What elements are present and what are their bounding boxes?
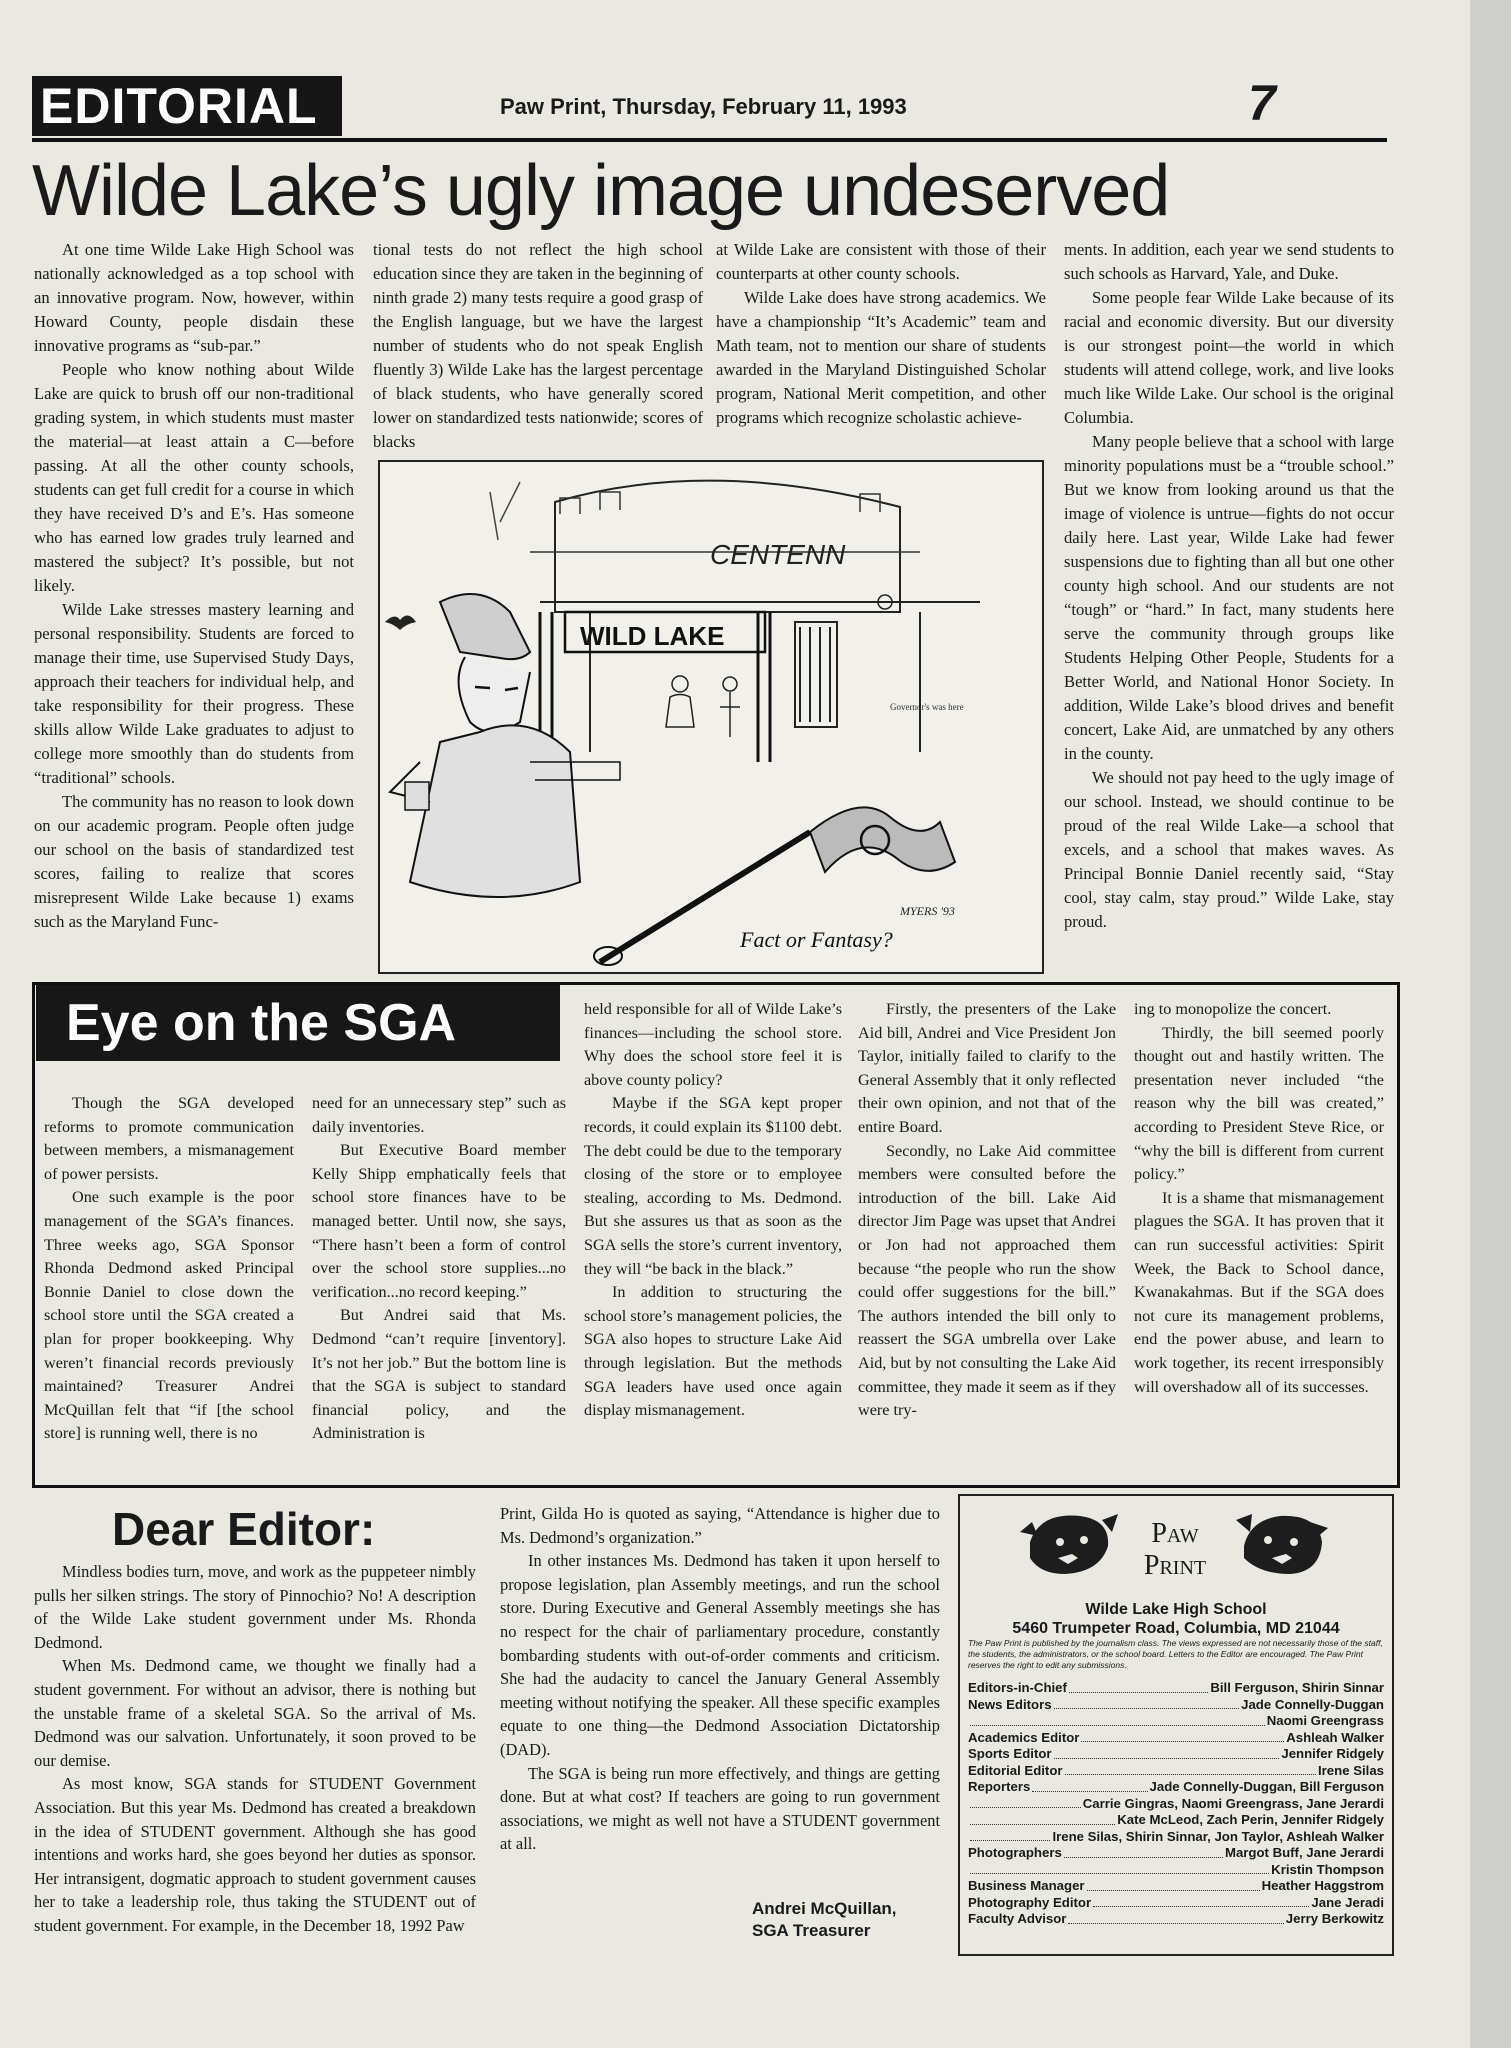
staff-role: News Editors [968, 1696, 1052, 1712]
staff-names: Kate McLeod, Zach Perin, Jennifer Ridgely [1117, 1812, 1384, 1827]
editorial-cartoon [378, 460, 1044, 974]
paragraph: held responsible for all of Wilde Lake’s finances—including the school store. Why does the school store feel it is above county policy? [584, 1000, 842, 1089]
paragraph: need for an unnecessary step” such as daily inventories. [312, 1094, 566, 1136]
paragraph: at Wilde Lake are consistent with those of their counterparts at other county schools. [716, 240, 1046, 283]
sga-column-5 [1134, 998, 1384, 1399]
staff-names: Jade Connelly-Duggan [1241, 1696, 1384, 1712]
sign-text: WILD LAKE [580, 621, 725, 651]
paragraph: When Ms. Dedmond came, we thought we finally had a student government. For without an advisor, there is nothing but the unstable frame of a skeletal SGA. So the arrival of Ms. Dedmond was our salvation. Unfortunately, it soon proved to be our demise. [34, 1656, 476, 1770]
staff-row [968, 1730, 1384, 1747]
staff-row [968, 1713, 1384, 1730]
paragraph: Print, Gilda Ho is quoted as saying, “Attendance is higher due to Ms. Dedmond’s organization.” [500, 1504, 940, 1547]
staff-role: Photographers [968, 1845, 1062, 1860]
staff-row [968, 1845, 1384, 1862]
staff-row [968, 1911, 1384, 1928]
sga-column-2 [312, 1092, 566, 1446]
paragraph: Firstly, the presenters of the Lake Aid bill, Andrei and Vice President Jon Taylor, initially failed to clarify to the General Assembly that it only reflected their own opinion, and not that of the entire Board. [858, 1000, 1116, 1136]
leader-dots [1064, 1845, 1223, 1858]
paragraph: Secondly, no Lake Aid committee members were consulted before the introduction of the bill. Lake Aid director Jim Page was upset that Andrei or Jon had not approached them because “the people who run the show could offer suggestions for the bill.” The authors intended the bill only to reassert the SGA umbrella over Lake Aid, but by not consulting the Lake Aid committee, they made it seem as if they were try- [858, 1141, 1116, 1420]
letter-column-1 [34, 1560, 476, 1938]
masthead-name-line1: Paw [1151, 1518, 1199, 1549]
school-name: Wilde Lake High School [1085, 1601, 1267, 1618]
school-address: 5460 Trumpeter Road, Columbia, MD 21044 [1012, 1620, 1340, 1637]
signature-name: Andrei McQuillan, [752, 1899, 897, 1918]
staff-names: Jade Connelly-Duggan, Bill Ferguson [1149, 1779, 1384, 1794]
leader-dots [970, 1713, 1265, 1726]
paragraph: The community has no reason to look down on our academic program. People often judge our school on the basis of standardized test scores, failing to realize that scores misrepresent Wilde Lake because 1) exams such as the Maryland Func- [34, 792, 354, 931]
staff-row [968, 1812, 1384, 1829]
leader-dots [970, 1796, 1081, 1809]
leader-dots [1081, 1730, 1284, 1743]
paragraph: At one time Wilde Lake High School was nationally acknowledged as a top school with an innovative program. Now, however, within Howard County, people disdain these innovative programs as “sub-par.” [34, 240, 354, 355]
paragraph: As most know, SGA stands for STUDENT Government Association. But this year Ms. Dedmond has created a breakdown in the idea of STUDENT government. Although she has good intentions and works hard, she goes beyond her duties as sponsor. Her intransigent, dogmatic approach to student government causes her to take a leadership role, thus taking the STUDENT out of student government. For example, in the December 18, 1992 Paw [34, 1774, 476, 1935]
leader-dots [1054, 1697, 1240, 1710]
sga-column-1 [44, 1092, 294, 1446]
staff-role: Reporters [968, 1779, 1031, 1794]
letter-signature [752, 1898, 897, 1942]
paragraph: Thirdly, the bill seemed poorly thought out and hastily written. The presentation never included “the reason why the bill was created,” according to President Steve Rice, or “why the bill is different from current policy.” [1134, 1023, 1384, 1184]
leader-dots [1065, 1763, 1317, 1776]
cartoon-caption: Fact or Fantasy? [740, 927, 893, 952]
staff-names: Naomi Greengrass [1266, 1713, 1384, 1728]
editorial-headline: Wilde Lake’s ugly image undeserved [32, 151, 1170, 231]
leader-dots [1054, 1746, 1280, 1759]
paragraph: In addition to structuring the school store’s management policies, the SGA also hopes to structure Lake Aid through legislation. But the methods SGA leaders have used once again display mismanagement. [584, 1283, 842, 1420]
staff-role: Academics Editor [968, 1729, 1080, 1745]
editorial-column-1 [34, 238, 354, 934]
wall-note: Governor's was here [890, 702, 964, 712]
publication-date: Paw Print, Thursday, February 11, 1993 [500, 94, 907, 119]
page-number: 7 [1248, 75, 1276, 131]
paragraph: Mindless bodies turn, move, and work as the puppeteer nimbly pulls her silken strings. The story of Pinnochio? No! A description of the Wilde Lake student government under Ms. Rhonda Dedmond. [34, 1562, 476, 1652]
staff-role: Photography Editor [968, 1894, 1092, 1910]
paragraph: People who know nothing about Wilde Lake are quick to brush off our non-traditional grading system, in which students must master the material—at least attain a C—before passing. At all the other county schools, students can get full credit for a course in which they have received D’s and E’s. Has someone who has earned low grades truly learned and mastered the subject? It’s possible, but not likely. [34, 360, 354, 595]
paragraph: One such example is the poor management of the SGA’s finances. Three weeks ago, SGA Sponsor Rhonda Dedmond asked Principal Bonnie Daniel to close down the school store until the SGA created a plan for proper bookkeeping. Why weren’t financial records previously maintained? Treasurer Andrei McQuillan felt that “if [the school store] is running well, there is no [44, 1188, 294, 1443]
letter-title: Dear Editor: [112, 1503, 376, 1555]
staff-names: Kristin Thompson [1271, 1861, 1384, 1877]
dome-text: CENTENN [710, 539, 846, 570]
leader-dots [1069, 1680, 1208, 1693]
staff-role: Editors-in-Chief [968, 1680, 1067, 1695]
cartoon-drawing [380, 462, 1042, 972]
sga-column-3 [584, 998, 842, 1423]
leader-dots [1087, 1878, 1260, 1891]
staff-names: Jerry Berkowitz [1285, 1911, 1384, 1926]
paragraph: Many people believe that a school with large minority populations must be a “trouble school.” But we know from looking around us that the image of violence is untrue—fights do not occur daily here. Last year, Wilde Lake had fewer suspensions due to fighting than all but one other county high school. And our students are not “tough” or “hard.” In fact, many students here serve the community through groups like Students Helping Other People, Students for a Better World, and National Honor Society. In addition, Wilde Lake’s blood drives and benefit concert, Lake Aid, are unmatched by any others in the county. [1064, 432, 1394, 763]
masthead-name-line2: Print [1143, 1550, 1207, 1581]
masthead-name [1110, 1518, 1240, 1582]
paragraph: It is a shame that mismanagement plagues the SGA. It has proven that it can run successful activities: Spirit Week, the Back to School dance, Kwanakahmas. But if the SGA does not cure its management problems, end the power abuse, and learn to work together, its recent irresponsibly will overshadow all of its successes. [1134, 1188, 1384, 1396]
paragraph: tional tests do not reflect the high school education since they are taken in the beginning of ninth grade 2) many tests require a good grasp of the English language, but we have the largest number of students who do not speak English fluently 3) Wilde Lake has the largest percentage of black students, who have generally scored lower on standardized tests nationwide; scores of blacks [373, 240, 703, 451]
leader-dots [970, 1812, 1115, 1825]
artist-credit: MYERS '93 [900, 904, 955, 918]
staff-row [968, 1680, 1384, 1697]
leader-dots [1032, 1779, 1147, 1792]
editorial-column-2 [373, 238, 703, 454]
staff-role: Faculty Advisor [968, 1911, 1067, 1926]
staff-row [968, 1895, 1384, 1912]
masthead [958, 1494, 1394, 1956]
paragraph: Wilde Lake does have strong academics. We have a championship “It’s Academic” team and Math team, not to mention our share of students awarded in the Maryland Distinguished Scholar program, National Merit competition, and other programs which recognize scholastic achieve- [716, 288, 1046, 427]
paragraph: But Executive Board member Kelly Shipp emphatically feels that school store finances have to be managed better. Until now, she says, “There hasn’t been a form of control over the school store supplies...no verification...no record keeping.” [312, 1141, 566, 1301]
staff-row [968, 1862, 1384, 1879]
paragraph: Wilde Lake stresses mastery learning and personal responsibility. Students are forced to manage their time, use Supervised Study Days, approach their teachers for individual help, and take responsibility for their progress. These skills allow Wilde Lake graduates to adjust to college more smoothly than do students from “traditional” schools. [34, 600, 354, 787]
paragraph: ments. In addition, each year we send students to such schools as Harvard, Yale, and Duke. [1064, 240, 1394, 283]
staff-names: Jennifer Ridgely [1281, 1746, 1384, 1761]
leader-dots [1068, 1911, 1283, 1924]
signature-title: SGA Treasurer [752, 1921, 871, 1940]
staff-names: Heather Haggstrom [1261, 1878, 1384, 1893]
staff-row [968, 1746, 1384, 1763]
paragraph: The SGA is being run more effectively, and things are getting done. But at what cost? If teachers are going to run government associations, we might as well not have a STUDENT government at all. [500, 1763, 940, 1854]
staff-row [968, 1763, 1384, 1780]
staff-names: Margot Buff, Jane Jerardi [1224, 1845, 1384, 1860]
sga-column-4 [858, 998, 1116, 1423]
staff-names: Bill Ferguson, Shirin Sinnar [1210, 1680, 1384, 1695]
staff-names: Ashleah Walker [1286, 1729, 1384, 1745]
staff-names: Irene Silas, Shirin Sinnar, Jon Taylor, Ashleah Walker [1052, 1828, 1384, 1844]
staff-names: Jane Jeradi [1311, 1894, 1384, 1910]
staff-role: Sports Editor [968, 1746, 1052, 1761]
staff-row [968, 1878, 1384, 1895]
paragraph: ing to monopolize the concert. [1134, 1000, 1332, 1018]
letter-column-2 [500, 1502, 940, 1856]
editorial-column-4 [1064, 238, 1394, 934]
staff-names: Irene Silas [1318, 1762, 1384, 1778]
paragraph: But Andrei said that Ms. Dedmond “can’t require [inventory]. It’s not her job.” But the bottom line is that the SGA is subject to standard financial policy, and the Administration is [312, 1306, 566, 1443]
leader-dots [970, 1829, 1050, 1842]
staff-row [968, 1796, 1384, 1813]
paragraph: Maybe if the SGA kept proper records, it could explain its $1100 debt. The debt could be due to the temporary closing of the store or to employee stealing, according to Ms. Dedmond. But she assures us that as soon as the SGA sells the store’s current inventory, they will “be back in the black.” [584, 1094, 842, 1278]
editorial-column-3 [716, 238, 1046, 430]
staff-names: Carrie Gingras, Naomi Greengrass, Jane Jerardi [1082, 1795, 1384, 1811]
staff-list [968, 1680, 1384, 1928]
staff-role: Business Manager [968, 1878, 1085, 1893]
staff-row [968, 1697, 1384, 1714]
leader-dots [1093, 1895, 1309, 1908]
section-tag: EDITORIAL [32, 76, 342, 136]
sga-title: Eye on the SGA [36, 985, 560, 1061]
paragraph: We should not pay heed to the ugly image of our school. Instead, we should continue to be proud of the real Wilde Lake—a school that excels, and a school that makes waves. As Principal Bonnie Daniel recently said, “Stay cool, stay calm, stay proud.” Wilde Lake, stay proud. [1064, 768, 1394, 931]
leader-dots [970, 1862, 1269, 1875]
masthead-note: The Paw Print is published by the journalism class. The views expressed are not necessarily those of the staff, the students, the administrators, or the school board. Letters to the Editor are encouraged. The Paw Print reserves the right to edit any submissions. [968, 1638, 1383, 1670]
paragraph: In other instances Ms. Dedmond has taken it upon herself to propose legislation, plan Assembly meetings, and run the school store. During Executive and General Assembly meetings she has no respect for the chair of parliamentary procedure, constantly bombarding students with out-of-order comments and criticism. She had the audacity to cancel the January General Assembly meeting without notifying the speaker. All these specific examples equate to one thing—the Dedmond Association Dictatorship (DAD). [500, 1551, 940, 1759]
paragraph: Though the SGA developed reforms to promote communication between members, a mismanagement of power persists. [44, 1094, 294, 1183]
staff-role: Editorial Editor [968, 1762, 1063, 1778]
paragraph: Some people fear Wilde Lake because of its racial and economic diversity. But our diversity is our strongest point—the world in which students will attend college, work, and live looks much like Wilde Lake. Our school is the original Columbia. [1064, 288, 1394, 427]
staff-row [968, 1779, 1384, 1796]
staff-row [968, 1829, 1384, 1846]
masthead-school [960, 1600, 1392, 1638]
